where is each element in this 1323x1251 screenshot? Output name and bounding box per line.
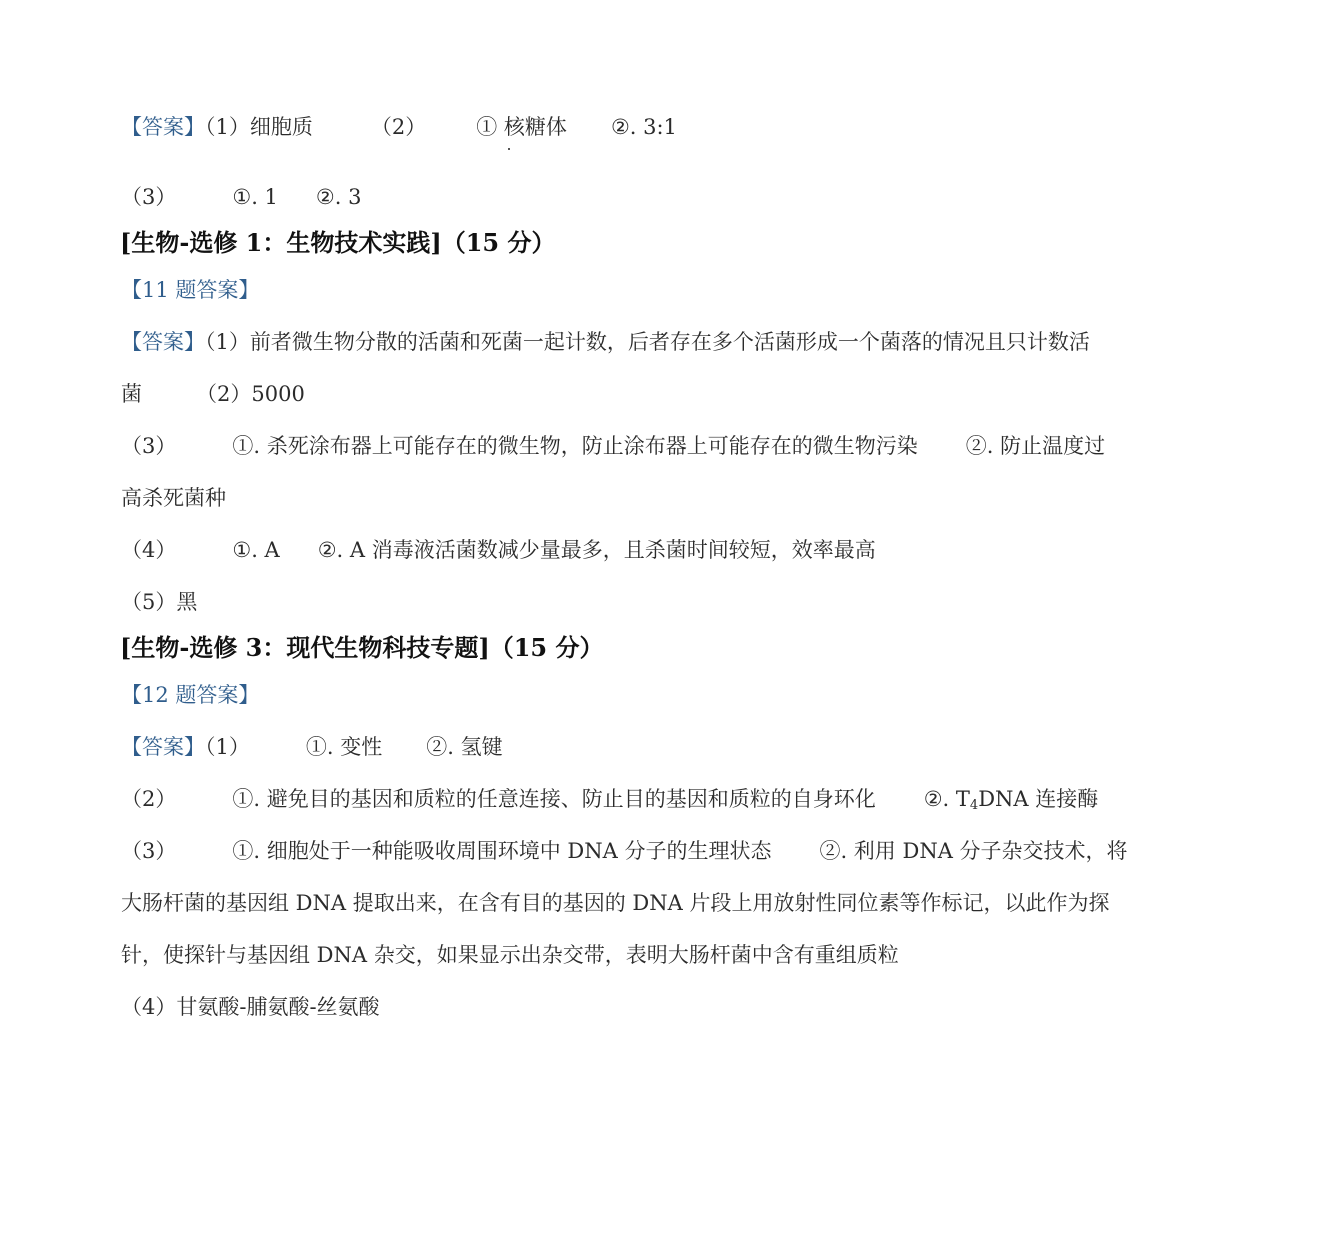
answer-part-2-2: ②. $T_4DNA$ 连接酶	[923, 787, 1099, 813]
answer-part-3: （3）	[121, 185, 177, 209]
answer-line-11-1	[121, 327, 1090, 357]
answer-part-2-1: ① 核糖体	[476, 115, 567, 139]
answer-text: （1）前者微生物分散的活菌和死菌一起计数，后者存在多个活菌形成一个菌落的情况且只计数活	[205, 330, 1090, 354]
answer-line-11-5	[121, 535, 876, 565]
section-heading-elective-3: [生物-选修 3：现代生物科技专题]（15 分）	[120, 633, 604, 662]
answer-line-11-3	[121, 431, 1105, 461]
answer-part-3: （3）	[121, 839, 177, 863]
section-heading-elective-1: [生物-选修 1：生物技术实践]（15 分）	[120, 228, 556, 257]
answer-part-2: （2）5000	[196, 382, 305, 406]
answer-part-3-2: ②. 利用 DNA 分子杂交技术，将	[819, 839, 1128, 863]
answer-part-4: （4）	[121, 538, 177, 562]
answer-part-1: （1）细胞质	[205, 115, 313, 139]
answer-text: 大肠杆菌的基因组 DNA 提取出来，在含有目的基因的 DNA 片段上用放射性同位素等作标记，以此作为探	[121, 891, 1110, 915]
answer-text: 菌	[121, 382, 142, 406]
answer-part-3-2: ②. 防止温度过	[965, 434, 1106, 458]
answer-part-2-2: ②. 3:1	[610, 115, 677, 139]
answer-text: 高杀死菌种	[121, 486, 226, 510]
question-11-tag: 【11 题答案】	[121, 278, 260, 302]
answer-part-3-1: ①. 杀死涂布器上可能存在的微生物，防止涂布器上可能存在的微生物污染	[232, 434, 918, 458]
answer-part-1-1: ①. 变性	[305, 735, 383, 759]
answer-part-4: （4）甘氨酸-脯氨酸-丝氨酸	[121, 995, 380, 1019]
answer-line-11-4	[121, 483, 226, 513]
answer-part-4-2: ②. A 消毒液活菌数减少量最多，且杀菌时间较短，效率最高	[317, 538, 876, 562]
answer-line-12-3	[121, 836, 1128, 866]
answer-part-3-1: ①. 1	[232, 185, 278, 209]
answer-part-2: （2）	[121, 787, 177, 811]
answer-line-11-2	[121, 379, 305, 409]
answer-part-5: （5）黑	[121, 590, 198, 614]
answer-line-12-2	[121, 784, 1098, 821]
answer-line-12-6	[121, 992, 380, 1022]
answer-part-1: （1）	[205, 735, 250, 759]
answer-tag: 【答案】	[121, 115, 205, 139]
answer-part-3: （3）	[121, 434, 177, 458]
answer-part-3-2: ②. 3	[315, 185, 362, 209]
answer-line-12-4	[121, 888, 1109, 918]
answer-part-2: （2）	[370, 115, 427, 139]
answer-tag: 【答案】	[121, 735, 205, 759]
answer-part-2-1: ①. 避免目的基因和质粒的任意连接、防止目的基因和质粒的自身环化	[232, 787, 876, 811]
stray-dot	[508, 148, 510, 150]
answer-line-10-1	[121, 112, 677, 142]
answer-line-12-1	[121, 732, 503, 762]
answer-tag: 【答案】	[121, 330, 205, 354]
answer-line-10-2	[121, 182, 361, 212]
answer-part-1-2: ②. 氢键	[426, 735, 503, 759]
answer-part-3-1: ①. 细胞处于一种能吸收周围环境中 DNA 分子的生理状态	[232, 839, 772, 863]
answer-text: 针，使探针与基因组 DNA 杂交，如果显示出杂交带，表明大肠杆菌中含有重组质粒	[121, 943, 899, 967]
answer-line-12-5	[121, 940, 899, 970]
answer-line-11-6	[121, 587, 197, 617]
question-12-tag: 【12 题答案】	[121, 683, 260, 707]
answer-part-4-1: ①. A	[232, 538, 280, 562]
